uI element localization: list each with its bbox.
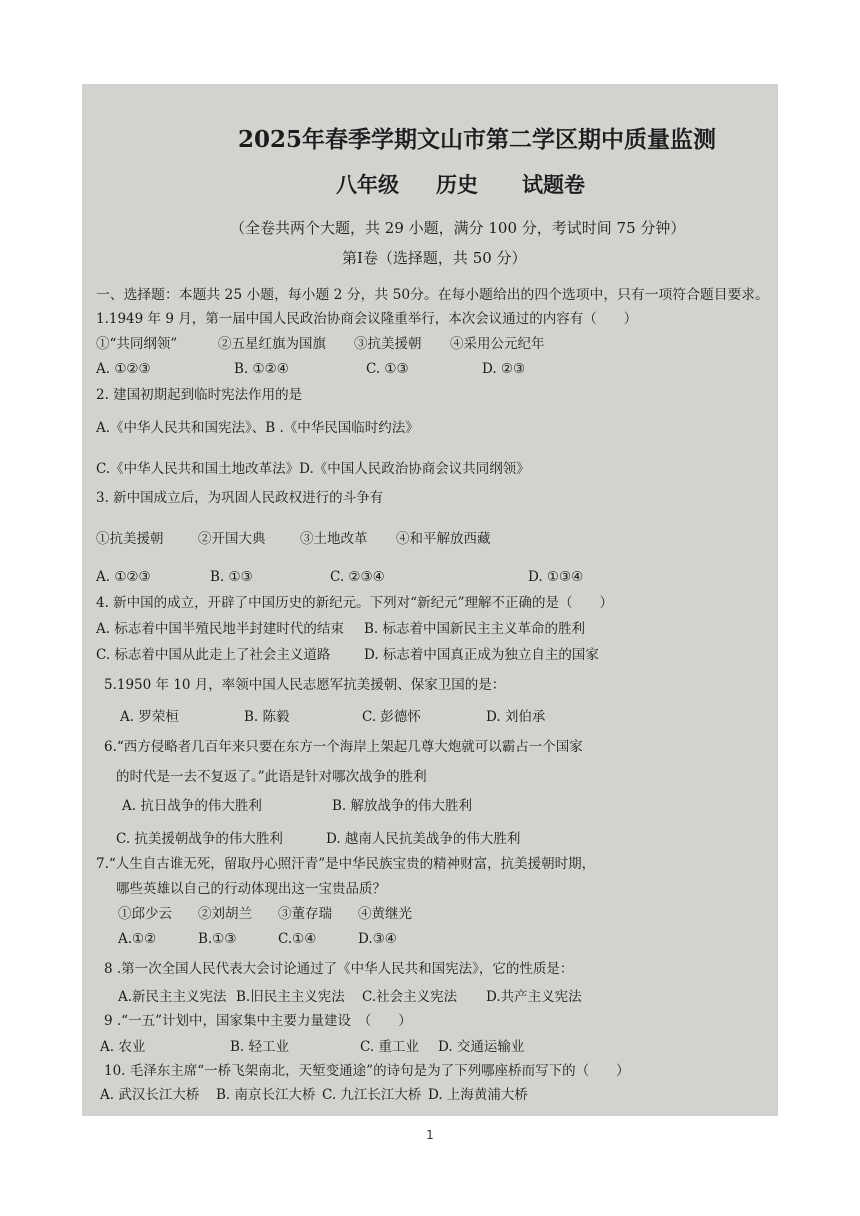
q5-option: C. 彭德怀 [362, 709, 421, 725]
paper-label: 试题卷 [522, 172, 585, 197]
q5-option: A. 罗荣桓 [120, 709, 179, 725]
q3-item: ④和平解放西藏 [396, 531, 491, 547]
q8-option: D.共产主义宪法 [486, 989, 582, 1005]
q7-option: A.①② [118, 931, 157, 947]
q10-option: A. 武汉长江大桥 [100, 1087, 200, 1103]
q1-item: ①“共同纲领” [96, 336, 178, 352]
q10-option: D. 上海黄浦大桥 [428, 1087, 528, 1103]
q1-item: ②五星红旗为国旗 [218, 336, 326, 352]
scanned-exam-page [82, 84, 778, 1116]
q8-stem: 8 .第一次全国人民代表大会讨论通过了《中华人民共和国宪法》，它的性质是： [104, 961, 574, 977]
q7-option: C.①④ [278, 931, 317, 947]
q9-option: A. 农业 [100, 1039, 146, 1055]
q6-option: A. 抗日战争的伟大胜利 [122, 798, 262, 814]
q4-option: B. 标志着中国新民主主义革命的胜利 [364, 621, 586, 637]
q1-option: D. ②③ [482, 361, 526, 377]
q2-options-line: C.《中华人民共和国土地改革法》D.《中国人民政治协商会议共同纲领》 [96, 461, 530, 477]
q3-stem: 3. 新中国成立后，为巩固人民政权进行的斗争有 [96, 490, 384, 506]
q7-stem: 哪些英雄以自己的行动体现出这一宝贵品质？ [116, 881, 386, 897]
q3-option: D. ①③④ [528, 569, 584, 585]
q7-stem: 7.“人生自古谁无死，留取丹心照汗青”是中华民族宝贵的精神财富，抗美援朝时期， [96, 856, 596, 872]
q1-item: ④采用公元纪年 [450, 336, 545, 352]
q6-stem: 6.“西方侵略者几百年来只要在东方一个海岸上架起几尊大炮就可以霸占一个国家 [104, 739, 583, 755]
q3-item: ②开国大典 [198, 531, 266, 547]
q8-option: B.旧民主主义宪法 [236, 989, 345, 1005]
q3-item: ①抗美援朝 [96, 531, 164, 547]
q2-stem: 2. 建国初期起到临时宪法作用的是 [96, 387, 303, 403]
q10-option: B. 南京长江大桥 [216, 1087, 316, 1103]
q4-option: A. 标志着中国半殖民地半封建时代的结束 [96, 621, 344, 637]
q3-option: C. ②③④ [330, 569, 385, 585]
section-instructions: 一、选择题：本题共 25 小题，每小题 2 分，共 50分。在每小题给出的四个选项中，只有一项符合题目要求。 [96, 287, 769, 303]
q1-item: ③抗美援朝 [354, 336, 422, 352]
q7-option: B.①③ [198, 931, 237, 947]
q4-stem: 4. 新中国的成立，开辟了中国历史的新纪元。下列对“新纪元”理解不正确的是（ ） [96, 595, 613, 611]
q1-option: B. ①②④ [234, 361, 289, 377]
q10-stem: 10. 毛泽东主席“一桥飞架南北，天堑变通途”的诗句是为了下列哪座桥而写下的（ ） [104, 1063, 630, 1079]
q6-option: D. 越南人民抗美战争的伟大胜利 [326, 831, 521, 847]
q3-item: ③土地改革 [300, 531, 368, 547]
q10-option: C. 九江长江大桥 [322, 1087, 422, 1103]
q6-option: C. 抗美援朝战争的伟大胜利 [116, 831, 283, 847]
grade-label: 八年级 [336, 172, 399, 197]
page-number: 1 [426, 1128, 434, 1142]
q5-stem: 5.1950 年 10 月，率领中国人民志愿军抗美援朝、保家卫国的是： [104, 677, 506, 693]
q4-option: C. 标志着中国从此走上了社会主义道路 [96, 647, 331, 663]
q8-option: C.社会主义宪法 [362, 989, 458, 1005]
part-heading: 第Ⅰ卷（选择题，共 50 分） [342, 249, 527, 267]
q9-option: C. 重工业 [360, 1039, 419, 1055]
q3-option: B. ①③ [210, 569, 253, 585]
q8-option: A.新民主主义宪法 [118, 989, 227, 1005]
q9-option: D. 交通运输业 [438, 1039, 525, 1055]
q9-option: B. 轻工业 [230, 1039, 290, 1055]
q5-option: D. 刘伯承 [486, 709, 546, 725]
q7-option: D.③④ [358, 931, 397, 947]
subject-label: 历史 [436, 172, 478, 197]
q9-stem: 9 .“一五”计划中，国家集中主要力量建设 （ ） [104, 1013, 412, 1029]
q4-option: D. 标志着中国真正成为独立自主的国家 [364, 647, 599, 663]
q3-option: A. ①②③ [96, 569, 151, 585]
q1-option: A. ①②③ [96, 361, 151, 377]
q2-options-line: A.《中华人民共和国宪法》、B .《中华民国临时约法》 [96, 420, 419, 436]
q7-item: ①邱少云 [118, 906, 172, 922]
exam-title: 2025年春季学期文山市第二学区期中质量监测 [238, 126, 717, 153]
q7-item: ③董存瑞 [278, 906, 332, 922]
q7-item: ④黄继光 [358, 906, 412, 922]
exam-info: （全卷共两个大题，共 29 小题，满分 100 分，考试时间 75 分钟） [230, 219, 686, 237]
q7-item: ②刘胡兰 [198, 906, 252, 922]
q6-option: B. 解放战争的伟大胜利 [332, 798, 473, 814]
q6-stem: 的时代是一去不复返了。”此语是针对哪次战争的胜利 [116, 769, 427, 785]
q1-option: C. ①③ [366, 361, 409, 377]
q5-option: B. 陈毅 [244, 709, 290, 725]
q1-stem: 1.1949 年 9 月，第一届中国人民政治协商会议隆重举行，本次会议通过的内容有（ ） [96, 311, 638, 327]
